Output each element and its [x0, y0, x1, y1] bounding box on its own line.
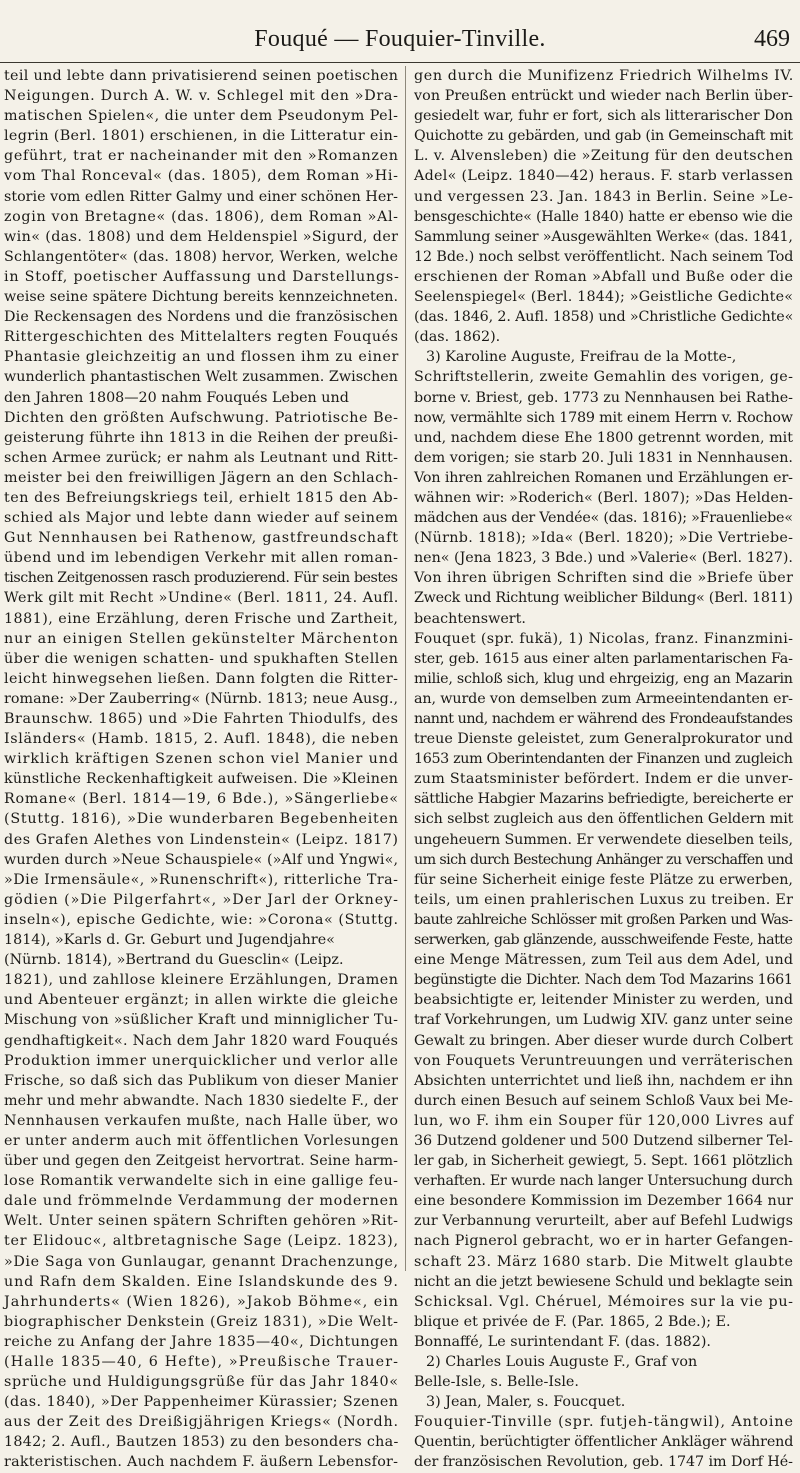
text-line: Neigungen. Durch A. W. v. Schlegel mit den »Dra- — [4, 88, 399, 105]
text-line: dale und frömmelnde Verdammung der modernen — [4, 1193, 399, 1210]
text-line: Absichten unterrichtet und ließ ihn, nachdem er ihn — [414, 1072, 794, 1089]
text-line: schaft 23. März 1680 starb. Die Mitwelt glaubte — [414, 1253, 794, 1270]
text-line: storie vom edlen Ritter Galmy und einer schönen Her- — [4, 188, 398, 205]
text-line: (Halle 1835—40, 6 Hefte), »Preußische Trauer- — [4, 1354, 400, 1370]
text-line: gesiedelt war, fuhr er fort, sich als litterarischer Don — [414, 108, 793, 125]
text-line: und Rafn dem Skalden. Eine Islandskunde des 9. — [4, 1273, 399, 1290]
text-line: sprüche und Huldigungsgrüße für das Jahr 1840« — [4, 1374, 399, 1391]
text-line: gödien (»Die Pilgerfahrt«, »Der Jarl der Orkney- — [4, 891, 399, 908]
text-line: Schlangentöter« (das. 1808) hervor, Werken, welche — [4, 248, 399, 265]
text-line: Quentin, berüchtigter öffentlicher Ankläger während — [414, 1434, 794, 1451]
running-title: Fouqué — Fouquier-Tinville. — [254, 26, 546, 52]
text-line: zogin von Bretagne« (das. 1806), dem Roman »Al- — [4, 208, 399, 225]
text-line: 36 Dutzend goldener und 500 Dutzend silberner Tel- — [414, 1132, 793, 1149]
text-line: und vergessen 23. Jan. 1843 in Berlin. Seine »Le- — [414, 188, 794, 205]
text-line: Belle-Isle, s. Belle-Isle. — [414, 1374, 579, 1391]
text-line: schied als Major und lebte dann wieder auf seinem — [4, 510, 399, 527]
text-line: bensgeschichte« (Halle 1840) hatte er ebenso wie die — [414, 208, 793, 225]
text-line: sättliche Habgier Mazarins befriedigte, bereicherte er — [414, 791, 793, 808]
text-line: win« (das. 1808) und dem Heldenspiel »Sigurd, der — [4, 228, 399, 245]
text-line: 1881), eine Erzählung, deren Frische und Zartheit, — [4, 610, 399, 627]
text-line: Fouquet (spr. fukä), 1) Nicolas, franz. Finanzmini- — [414, 630, 794, 647]
text-line: »Die Irmensäule«, »Runenschrift«), ritterliche Tra- — [4, 871, 399, 888]
page-header — [0, 26, 800, 56]
text-line: baute zahlreiche Schlösser mit großen Parken und Was- — [414, 911, 793, 928]
text-line: Fouquier-Tinville (spr. futjeh-tängwil), Antoine — [414, 1414, 794, 1431]
text-line: von Preußen entrückt und wieder nach Berlin über- — [414, 88, 794, 105]
text-line: beachtenswert. — [414, 610, 526, 627]
text-line: Rittergeschichten des Mittelalters regten Fouqués — [4, 329, 399, 346]
text-line: von Fouquets Veruntreuungen und verräterischen — [414, 1052, 794, 1069]
text-line: Von ihren zahlreichen Romanen und Erzählungen er- — [414, 469, 793, 486]
text-line: Nennhausen verkaufen mußte, nach Halle über, wo — [4, 1112, 399, 1129]
text-line: Braunschw. 1865) und »Die Fahrten Thiodulfs, des — [4, 711, 399, 727]
text-line: zur Verbannung verurteilt, aber auf Befehl Ludwigs — [414, 1213, 794, 1230]
text-line: legrin (Berl. 1801) erschienen, in die Litteratur ein- — [4, 128, 399, 145]
text-line: wunderlich phantastischen Welt zusammen. Zwischen — [4, 369, 399, 386]
text-line: wirklich kräftigen Szenen schon viel Manier und — [4, 751, 399, 768]
text-line: gendhaftigkeit«. Nach dem Jahr 1820 ward Fouqués — [4, 1032, 399, 1049]
text-line: eine besondere Kommission im Dezember 1664 nur — [414, 1193, 794, 1210]
text-line: Dichten den größten Aufschwung. Patriotische Be- — [4, 409, 399, 426]
text-line: wähnen wir: »Roderich« (Berl. 1807); »Das Helden- — [414, 489, 794, 506]
text-line: Gewalt zu bringen. Aber dieser wurde durch Colbert — [414, 1032, 793, 1049]
text-line: erschienen der Roman »Abfall und Buße oder die — [414, 268, 794, 285]
text-line: Romane« (Berl. 1814—19, 6 Bde.), »Sängerliebe« — [4, 791, 399, 808]
text-line: ster, geb. 1615 aus einer alten parlamentarischen Fa- — [414, 650, 793, 667]
text-line: und, nachdem diese Ehe 1800 getrennt worden, mit — [414, 429, 794, 446]
text-line: verhaften. Er wurde nach langer Untersuchung durch — [414, 1173, 793, 1190]
text-line: treue Dienste geleistet, zum Generalprokurator und — [414, 731, 793, 748]
text-line: Frische, so daß sich das Publikum von dieser Manier — [4, 1072, 399, 1089]
text-line: 1653 zum Oberintendanten der Finanzen und zugleich — [414, 751, 793, 768]
text-line: geführt, trat er nacheinander mit den »Romanzen — [4, 148, 399, 165]
text-line: dem vorigen; sie starb 20. Juli 1831 in Nennhausen. — [414, 449, 793, 466]
text-line: borne v. Briest, geb. 1773 zu Nennhausen bei Rathe- — [414, 389, 793, 406]
text-line: lun, wo F. ihm ein Souper für 120,000 Livres auf — [414, 1112, 794, 1129]
text-line: eine Menge Mätressen, zum Teil aus dem Adel, und — [414, 952, 794, 969]
text-line: meister bei den freiwilligen Jägern an den Schlach- — [4, 469, 399, 486]
text-line: Seelenspiegel« (Berl. 1844); »Geistliche Gedichte« — [414, 289, 794, 306]
text-line: biographischer Denkstein (Greiz 1831), »Die Welt- — [4, 1313, 399, 1330]
text-line: leicht hinwegsehen ließen. Dann folgten die Ritter- — [4, 670, 399, 687]
text-line: Die Reckensagen des Nordens und die französischen — [4, 309, 399, 326]
text-line: traf Vorkehrungen, um Ludwig XIV. ganz unter seine — [414, 1012, 793, 1029]
text-line: geisterung führte ihn 1813 in die Reihen der preußi- — [4, 429, 399, 446]
text-line: Schicksal. Vgl. Chéruel, Mémoires sur la vie pu- — [414, 1293, 794, 1310]
text-line: (Stuttg. 1816), »Die wunderbaren Begebenheiten — [4, 811, 399, 828]
text-line: milie, schloß sich, klug und ehrgeizig, eng an Mazarin — [414, 670, 793, 687]
text-line: Phantasie gleichzeitig an und flossen ihm zu einer — [4, 349, 399, 366]
text-line: matischen Spielen«, die unter dem Pseudonym Pel- — [4, 108, 399, 125]
text-line: Mischung von »süßlicher Kraft und minniglicher Tu- — [4, 1012, 399, 1029]
text-line: beabsichtigte er, leitender Minister zu werden, und — [414, 992, 794, 1009]
right-column — [414, 66, 794, 1471]
text-line: und Abenteuer ergänzt; in allen wirkte die gleiche — [4, 992, 399, 1009]
text-line: aus der Zeit des Dreißigjährigen Kriegs« (Nordh. — [4, 1414, 399, 1431]
text-line: an, wurde von demselben zum Armeeintendanten er- — [414, 690, 793, 707]
text-line: (Nürnb. 1814), »Bertrand du Guesclin« (Leipz. — [4, 952, 344, 969]
text-line: serwerken, gab glänzende, ausschweifende Feste, hatte — [414, 932, 793, 949]
text-line: L. v. Alvensleben) die »Zeitung für den deutschen — [414, 148, 794, 165]
text-line: über die wenigen schatten- und spukhaften Stellen — [4, 650, 399, 667]
text-line: begünstigte die Dichter. Nach dem Tod Mazarins 1661 — [414, 972, 793, 989]
text-line: weise seine spätere Dichtung bereits kennzeichneten. — [4, 289, 399, 306]
text-line: um sich durch Bestechung Anhänger zu verschaffen und — [414, 851, 793, 868]
text-line: 12 Bde.) noch selbst veröffentlicht. Nach seinem Tod — [414, 248, 794, 265]
text-line: Welt. Unter seinen spätern Schriften gehören »Rit- — [4, 1213, 399, 1230]
left-column — [4, 66, 400, 1471]
text-line: Von ihren übrigen Schriften sind die »Briefe über — [414, 570, 794, 587]
text-line: sich selbst zugleich aus den öffentlichen Geldern mit — [414, 811, 794, 828]
text-line: über und gegen den Zeitgeist hervortrat. Seine harm- — [4, 1153, 399, 1170]
text-line: Bonnaffé, Le surintendant F. (das. 1882). — [414, 1333, 711, 1350]
text-line: ter Elidouc«, altbretagnische Sage (Leipz. 1823), — [4, 1233, 399, 1250]
text-line: vom Thal Ronceval« (das. 1805), dem Roman »Hi- — [4, 168, 399, 185]
header-rule — [0, 62, 800, 63]
text-line: inseln«), epische Gedichte, wie: »Corona« (Stuttg. — [4, 911, 399, 928]
text-line: 1821), und zahllose kleinere Erzählungen, Dramen — [4, 972, 399, 989]
text-line: nicht an die jetzt bewiesene Schuld und beklagte sein — [414, 1273, 793, 1290]
text-line: Produktion immer unerquicklicher und verlor alle — [4, 1052, 399, 1069]
text-line: Quichotte zu gebärden, und gab (in Gemeinschaft mit — [414, 128, 793, 145]
text-line: Adel« (Leipz. 1840—42) heraus. F. starb verlassen — [414, 168, 794, 185]
text-line: teils, um einen prahlerischen Luxus zu treiben. Er — [414, 891, 794, 908]
text-line: ten des Befreiungskriegs teil, erhielt 1815 den Ab- — [4, 489, 399, 506]
text-line: reiche zu Anfang der Jahre 1835—40«, Dichtungen — [4, 1333, 399, 1350]
text-line: (das. 1862). — [414, 329, 501, 346]
text-line: übend und im lebendigen Verkehr mit allen roman- — [4, 550, 399, 567]
text-line: den Jahren 1808—20 nahm Fouqués Leben und — [4, 389, 349, 406]
text-line: Gut Nennhausen bei Rathenow, gastfreundschaft — [4, 530, 399, 547]
text-line: nen« (Jena 1823, 3 Bde.) und »Valerie« (Berl. 1827). — [414, 550, 793, 567]
text-line: nach Pignerol gebracht, wo er in harter Gefangen- — [414, 1233, 794, 1250]
text-line: blique et privée de F. (Par. 1865, 2 Bde.); E. — [414, 1313, 731, 1330]
text-line: (Nürnb. 1818); »Ida« (Berl. 1820); »Die Vertriebe- — [414, 530, 794, 547]
text-line: Jahrhunderts« (Wien 1826), »Jakob Böhme«, ein — [4, 1293, 399, 1310]
text-line: ungeheuern Summen. Er verwendete dieselben teils, — [414, 831, 793, 848]
text-line: (das. 1846, 2. Aufl. 1858) und »Christliche Gedichte« — [414, 309, 794, 326]
text-line: zum Staatsminister befördert. Indem er die unver- — [414, 771, 794, 788]
text-line: now, vermählte sich 1789 mit einem Herrn v. Rochow — [414, 409, 793, 426]
text-line: nannt und, nachdem er während des Frondeaufstandes — [414, 711, 793, 727]
text-line: mehr und mehr abwandte. Nach 1830 siedelte F., der — [4, 1092, 399, 1109]
text-line: 1814), »Karls d. Gr. Geburt und Jugendjahre« — [4, 932, 335, 949]
text-line: in Stoff, poetischer Auffassung und Darstellungs- — [4, 268, 400, 285]
text-line: (das. 1840), »Der Pappenheimer Kürassier; Szenen — [4, 1394, 399, 1411]
text-line: 3) Jean, Maler, s. Foucquet. — [426, 1394, 626, 1411]
page-number: 469 — [754, 26, 790, 52]
text-line: er unter anderm auch mit öffentlichen Vorlesungen — [4, 1132, 399, 1149]
text-line: romane: »Der Zauberring« (Nürnb. 1813; neue Ausg., — [4, 690, 399, 707]
column-divider — [405, 66, 406, 1271]
text-line: schen Armee zurück; er nahm als Leutnant und Ritt- — [4, 449, 399, 466]
text-line: des Grafen Alethes von Lindenstein« (Leipz. 1817) — [4, 831, 399, 848]
text-line: rakteristischen. Auch nachdem F. äußern Lebensfor- — [4, 1454, 399, 1471]
text-line: 1842; 2. Aufl., Bautzen 1853) zu den besonders cha- — [4, 1434, 399, 1451]
text-line: der französischen Revolution, geb. 1747 im Dorf Hé- — [414, 1454, 793, 1471]
text-line: Zweck und Richtung weiblicher Bildung« (Berl. 1811) — [414, 590, 793, 607]
text-line: tischen Zeitgenossen rasch produzierend. Für sein bestes — [4, 570, 398, 587]
text-line: durch einen Besuch auf seinem Schloß Vaux bei Me- — [414, 1092, 793, 1109]
text-line: für seine Sicherheit einige feste Plätze zu erwerben, — [414, 871, 793, 888]
text-line: mädchen aus der Vendée« (das. 1816); »Frauenliebe« — [414, 510, 793, 527]
text-line: 3) Karoline Auguste, Freifrau de la Motte-, — [426, 349, 737, 366]
text-line: 2) Charles Louis Auguste F., Graf von — [426, 1354, 698, 1370]
text-line: Werk gilt mit Recht »Undine« (Berl. 1811, 24. Aufl. — [4, 590, 399, 607]
text-line: wurden durch »Neue Schauspiele« (»Alf und Yngwi«, — [4, 851, 399, 868]
text-line: nur an einigen Stellen gekünstelter Märchenton — [4, 630, 399, 647]
text-line: Schriftstellerin, zweite Gemahlin des vorigen, ge- — [414, 369, 794, 386]
text-line: Sammlung seiner »Ausgewählten Werke« (das. 1841, — [414, 228, 793, 245]
text-line: ler gab, in Sicherheit gewiegt, 5. Sept. 1661 plötzlich — [414, 1153, 793, 1170]
text-line: »Die Saga von Gunlaugar, genannt Drachenzunge, — [4, 1253, 399, 1270]
text-line: gen durch die Munifizenz Friedrich Wilhelms IV. — [414, 68, 794, 84]
text-line: künstliche Reckenhaftigkeit aufweisen. Die »Kleinen — [4, 771, 399, 788]
text-line: Isländers« (Hamb. 1815, 2. Aufl. 1848), die neben — [4, 731, 399, 748]
text-line: lose Romantik verwandelte sich in eine gallige feu- — [4, 1173, 399, 1190]
text-line: teil und lebte dann privatisierend seinen poetischen — [4, 68, 399, 84]
